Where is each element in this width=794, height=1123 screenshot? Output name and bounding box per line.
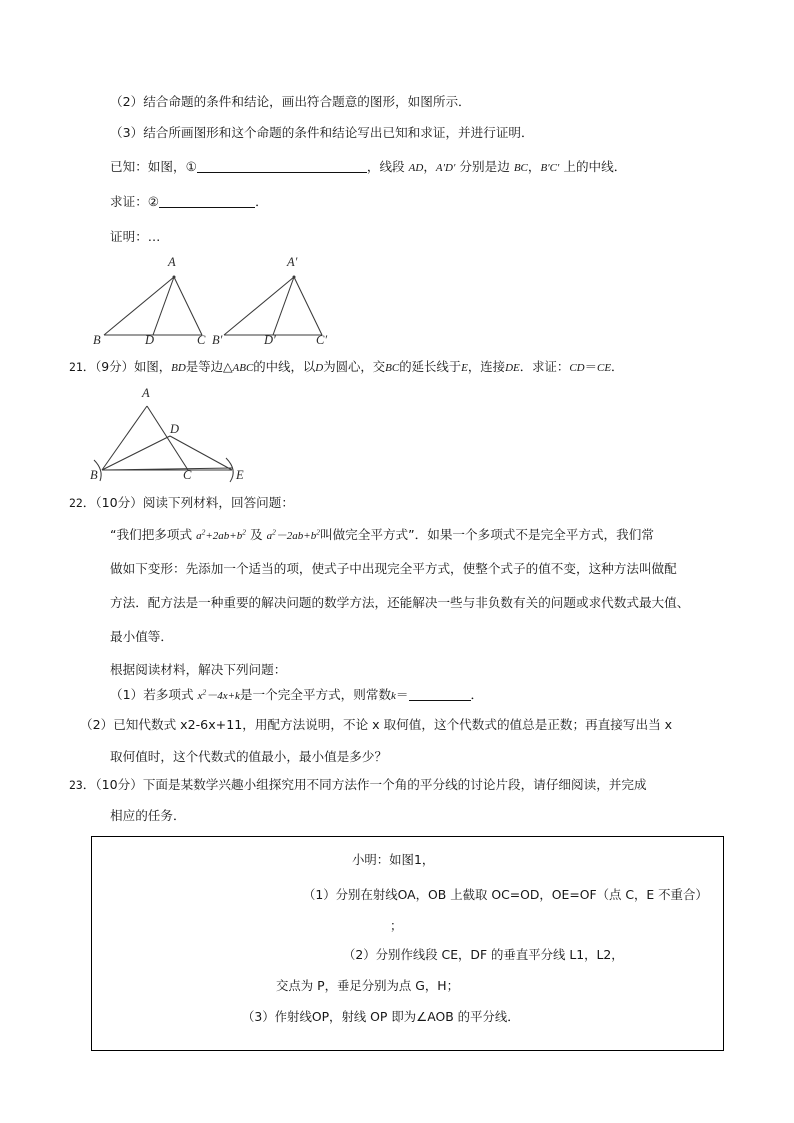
p21-t4: 为圆心，交: [323, 359, 386, 374]
label-C-prime: C′: [316, 333, 328, 347]
p22-q1-expr: $x^2-4x+k$: [197, 687, 240, 702]
p22-p1-a: “我们把多项式: [110, 527, 193, 542]
p21-label-A: A: [142, 386, 150, 400]
box-line-5: 交点为 P，垂足分别为点 G，H；: [276, 978, 459, 993]
p22-expr-1: $a^2+2ab+b^2$: [196, 527, 246, 542]
label-C: C: [197, 333, 206, 347]
p21-label-E: E: [236, 468, 244, 482]
problem-22-head: [69, 496, 294, 510]
box-line-6: （3）作射线OP，射线 OP 即为∠AOB 的平分线．: [242, 1009, 520, 1024]
p22-p1-c: 叫做完全平方式”．如果一个多项式不是完全平方式，我们常: [319, 527, 654, 542]
given-comma-1: ，: [423, 159, 436, 174]
label-B-prime: B′: [212, 333, 223, 347]
p21-label-D: D: [170, 422, 180, 436]
problem-22-para-3: 方法．配方法是一种重要的解决问题的数学方法，还能解决一些与非负数有关的问题或求代数式最大值、: [110, 595, 690, 610]
box-line-3: ；: [390, 918, 403, 933]
problem-23-head-line-2: 相应的任务．: [110, 808, 186, 823]
given-comma-2: ，: [527, 159, 541, 174]
problem-23-number: 23: [69, 778, 83, 792]
given-tail: 上的中线．: [563, 159, 627, 174]
p21-abc: ABC: [232, 362, 254, 374]
p21-label-B: B: [90, 468, 98, 482]
p22-q1-eq: ＝: [395, 687, 409, 702]
p21-bd: BD: [171, 362, 186, 374]
given-blank-1[interactable]: [197, 172, 367, 173]
p21-t2: 是等边△: [185, 359, 233, 374]
p21-t5: 的延长线于: [399, 359, 462, 374]
p21-de: DE: [505, 362, 520, 374]
box-line-1: 小明：如图1，: [352, 852, 435, 867]
p22-p1-b: 及: [249, 527, 263, 542]
p21-ce: CE: [596, 362, 612, 374]
problem-22-para-1: [110, 528, 654, 543]
label-A-prime: A′: [287, 255, 298, 269]
p21-d: D: [315, 362, 324, 374]
p21-bc: BC: [385, 362, 400, 374]
side-bc: BC: [513, 162, 528, 174]
problem-22-number: 22: [69, 496, 83, 510]
box-line-2: （1）分别在射线OA，OB 上截取 OC=OD，OE=OF（点 C，E 不重合）: [303, 887, 708, 902]
problem-22-instruction: 根据阅读材料，解决下列问题：: [110, 662, 287, 677]
segment-a-prime-d-prime: A′D′: [435, 162, 456, 174]
p21-t9: ．: [611, 359, 624, 374]
p22-q1-blank[interactable]: [409, 700, 471, 701]
p22-expr-2: $a^2-2ab+b^2$: [266, 527, 320, 542]
problem-19-item-2: （2）结合命题的条件和结论，画出符合题意的图形，如图所示．: [110, 94, 471, 109]
discussion-box: [91, 836, 724, 1051]
p22-q1-a: （1）若多项式: [110, 687, 194, 702]
label-D: D: [145, 333, 155, 347]
problem-21-statement: [69, 360, 623, 375]
problem-22-q2-line-1: （2）已知代数式 x2-6x+11，用配方法说明，不论 x 取何值，这个代数式的值总是正数；再直接写出当 x: [80, 717, 673, 732]
prove-prefix: 求证：②: [110, 194, 160, 209]
segment-ad: AD: [408, 162, 424, 174]
problem-22-q2-line-2: 取何值时，这个代数式的值最小，最小值是多少？: [110, 749, 388, 764]
given-suffix-a: ，线段: [366, 159, 405, 174]
p21-label-C: C: [183, 468, 192, 482]
p22-q1-tail: ．: [470, 687, 484, 702]
given-prefix: 已知：如图，①: [110, 159, 197, 174]
box-line-4: （2）分别作线段 CE，DF 的垂直平分线 L1，L2，: [343, 947, 624, 962]
problem-23-head-text: ．（10分）下面是某数学兴趣小组探究用不同方法作一个角的平分线的讨论片段，请仔细阅读，并完成: [82, 777, 647, 792]
p21-cd: CD: [569, 362, 585, 374]
problem-23-head: [69, 778, 647, 792]
problem-22-q1: [110, 688, 483, 703]
prove-blank-2[interactable]: [159, 207, 255, 208]
p21-t1: 如图，: [133, 359, 172, 374]
problem-22-para-4: 最小值等．: [110, 629, 173, 644]
proof-label: 证明：…: [110, 229, 161, 244]
label-B: B: [93, 333, 101, 347]
p22-q1-b: 是一个完全平方式，则常数: [239, 687, 392, 702]
problem-22-head-text: ．（10分）阅读下列材料，回答问题：: [82, 495, 294, 510]
p21-t3: 的中线，以: [253, 359, 316, 374]
problem-21-score: ．（9分）: [82, 359, 134, 374]
side-b-prime-c-prime: B′C′: [540, 162, 560, 174]
problem-22-para-2: 做如下变形：先添加一个适当的项，使式子中出现完全平方式，使整个式子的值不变，这种方法叫做配: [110, 561, 677, 576]
p21-t7: ．求证：: [519, 359, 570, 374]
figure-problem-21: [80, 388, 290, 486]
p22-q1-k: k: [391, 690, 396, 702]
p21-t8: ＝: [584, 359, 597, 374]
prove-line: [110, 195, 268, 208]
label-D-prime: D′: [264, 333, 276, 347]
two-triangles-svg: [84, 255, 414, 345]
prove-tail: ．: [255, 194, 268, 209]
label-A: A: [168, 255, 176, 269]
problem-19-item-3: （3）结合所画图形和这个命题的条件和结论写出已知和求证，并进行证明．: [110, 125, 534, 140]
figure-two-triangles: [84, 255, 414, 345]
problem-21-number: 21: [69, 360, 83, 374]
p21-e: E: [461, 362, 468, 374]
given-line: [110, 160, 626, 175]
p21-t6: ，连接: [467, 359, 506, 374]
given-mid: 分别是边: [459, 159, 510, 174]
